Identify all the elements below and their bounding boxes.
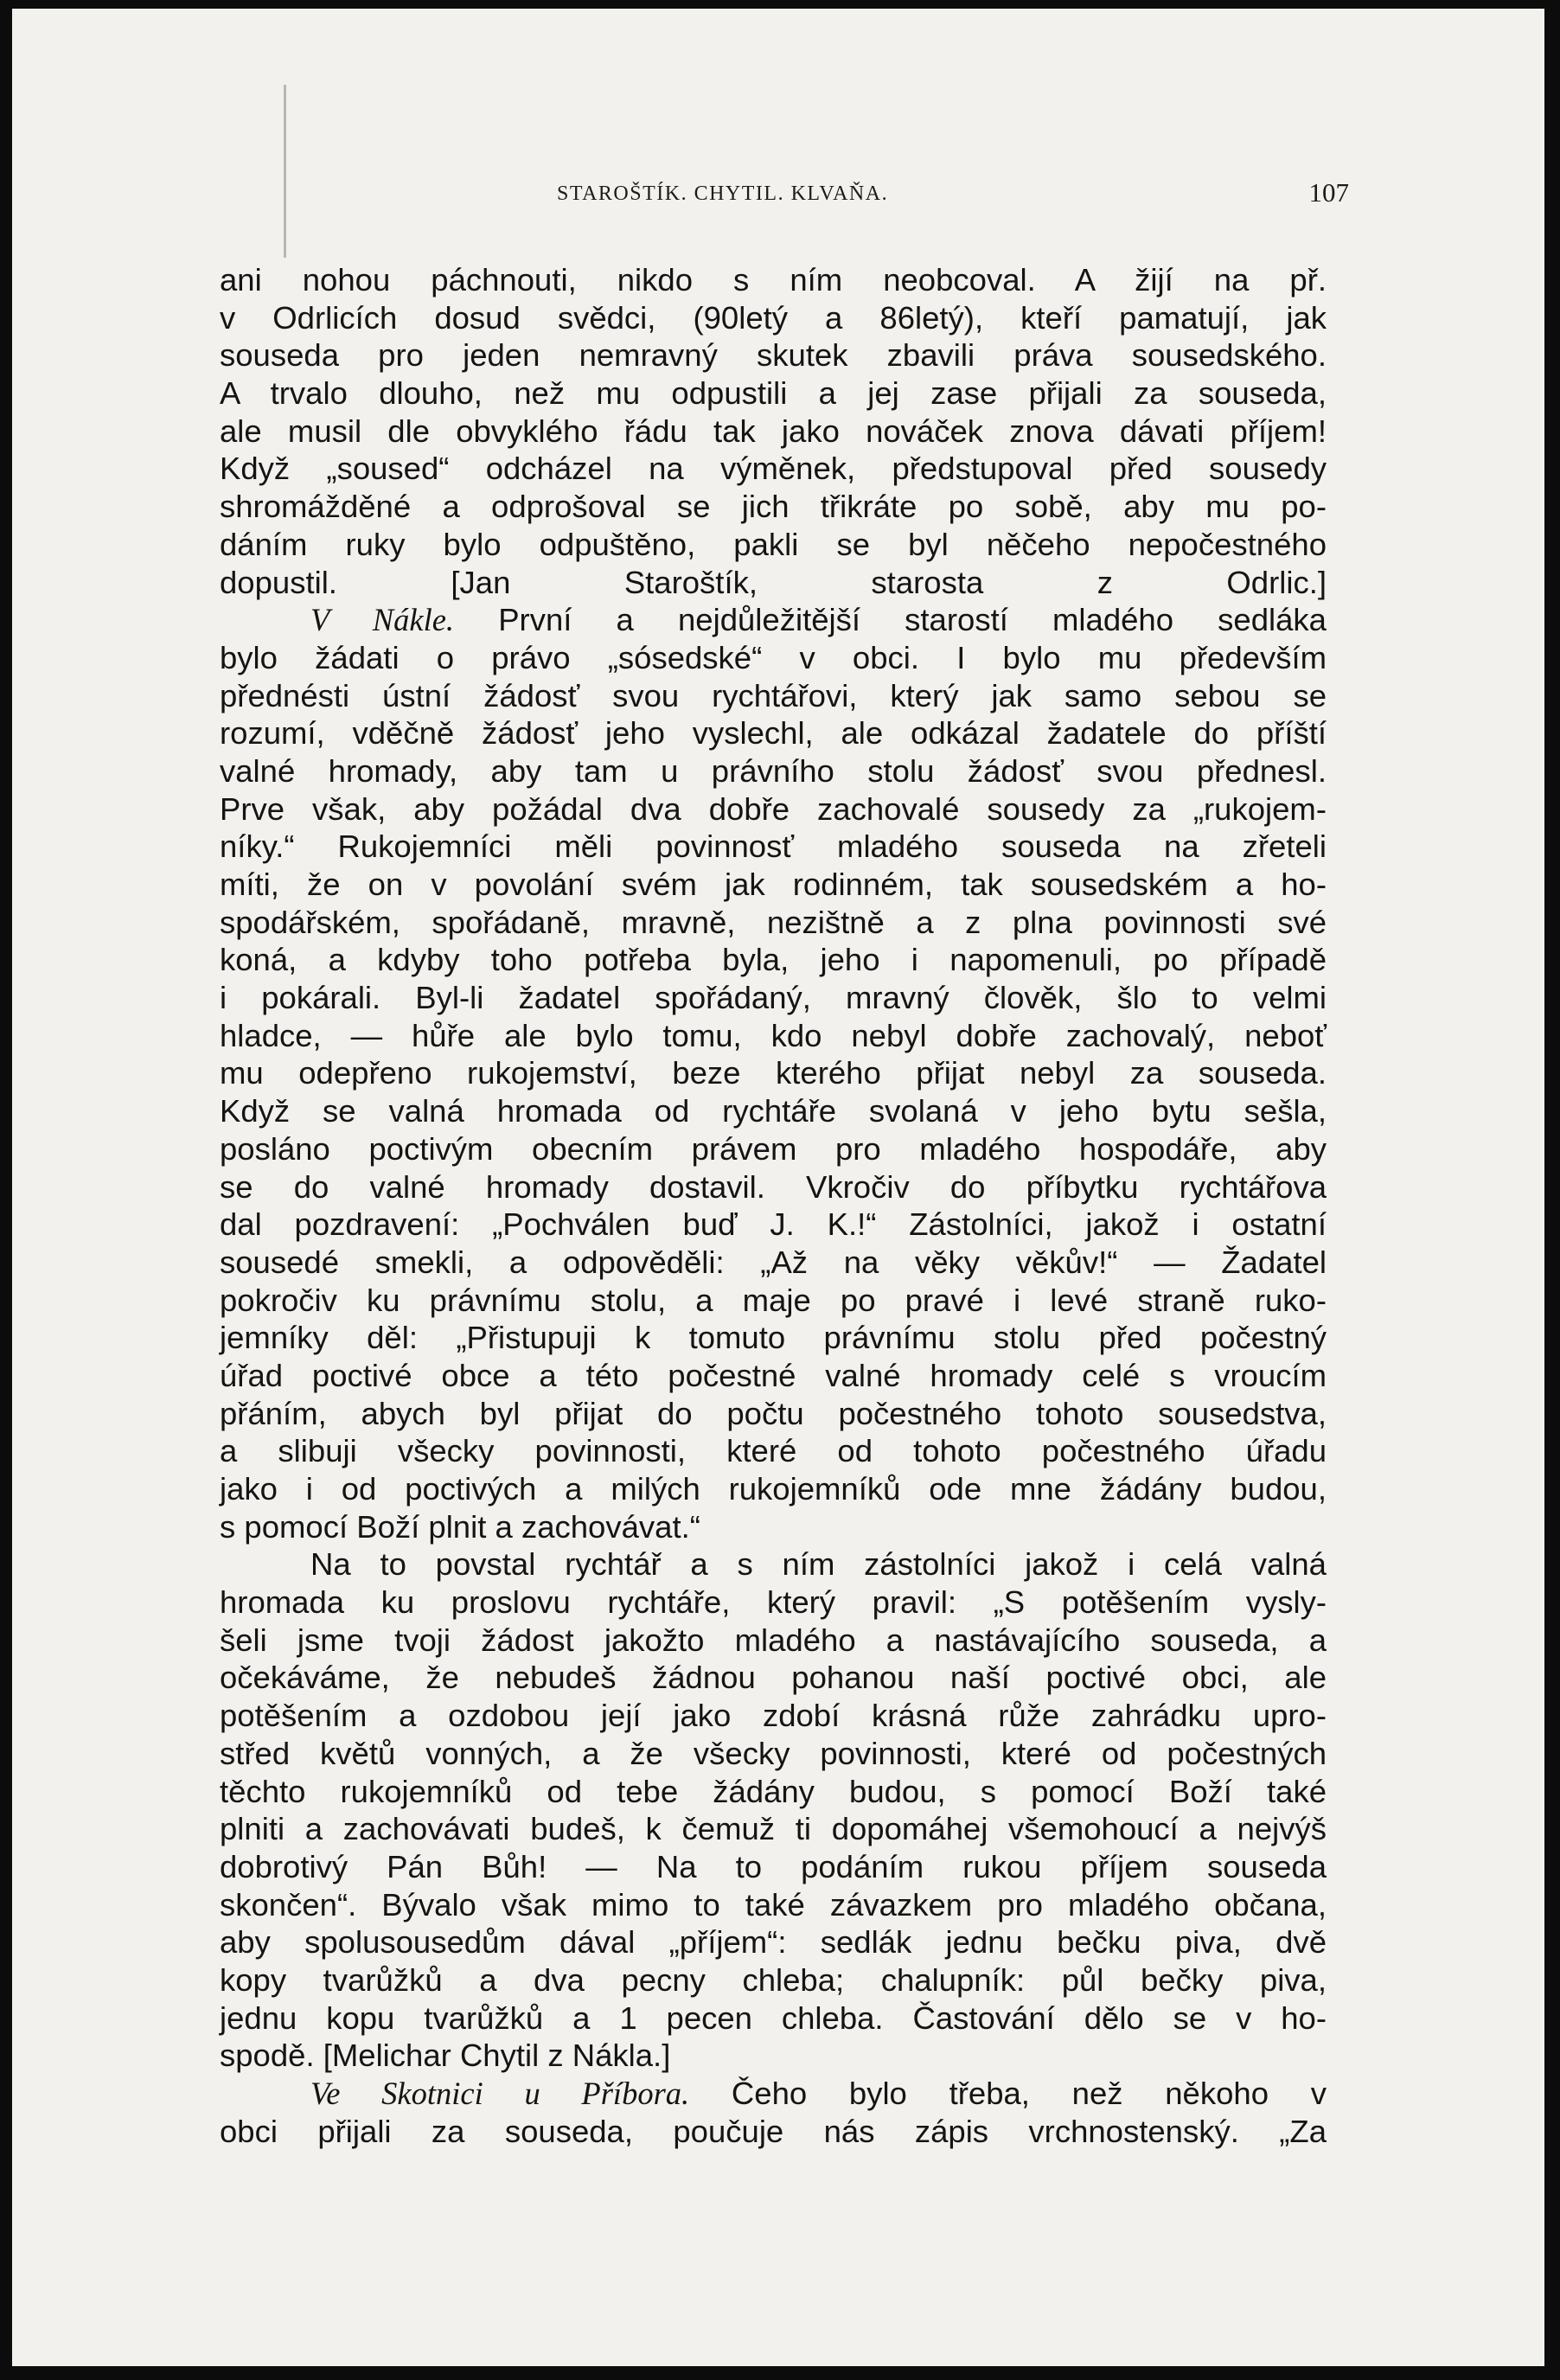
line-text: v Odrlicích dosud svědci, (90letý a 86letý), kteří pamatují, jak [220, 299, 1327, 336]
line-text: rozumí, vděčně žádosť jeho vyslechl, ale odkázal žadatele do příští [220, 715, 1327, 752]
line-text: mu odepřeno rukojemství, beze kterého přijat nebyl za souseda. [220, 1055, 1327, 1091]
line-text: spodě. [Melichar Chytil z Nákla.] [220, 2038, 671, 2074]
page-fold-shadow [284, 85, 286, 258]
page-header [548, 177, 1349, 212]
text-line [220, 1697, 1327, 1735]
line-text: shromážděné a odprošoval se jich třikráte po sobě, aby mu po- [220, 489, 1327, 525]
body-text [220, 261, 1327, 2150]
running-head: STAROŠTÍK. CHYTIL. KLVAŇA. [557, 182, 889, 205]
text-line [220, 677, 1327, 715]
line-text: očekáváme, že nebudeš žádnou pohanou naší poctivé obci, ale [220, 1660, 1327, 1696]
text-line [220, 1432, 1327, 1470]
text-line [220, 299, 1327, 337]
text-line [220, 1848, 1327, 1886]
text-line [220, 601, 1327, 639]
text-line [220, 1319, 1327, 1357]
line-text: hladce, — hůře ale bylo tomu, kdo nebyl dobře zachovalý, neboť [220, 1017, 1327, 1053]
text-line [220, 1735, 1327, 1773]
line-text: šeli jsme tvoji žádost jakožto mladého a nastávajícího souseda, a [220, 1622, 1327, 1658]
text-line [220, 450, 1327, 488]
book-page [12, 9, 1544, 2366]
text-line [220, 790, 1327, 829]
line-text: s pomocí Boží plnit a zachovávat.“ [220, 1508, 700, 1545]
text-line [220, 1999, 1327, 2038]
line-text: spodářském, spořádaně, mravně, nezištně a z plna povinnosti své [220, 904, 1327, 940]
line-text: souseda pro jeden nemravný skutek zbavili práva sousedského. [220, 337, 1327, 374]
text-line [220, 1583, 1327, 1622]
text-line [220, 1017, 1327, 1055]
text-line [220, 1773, 1327, 1811]
text-line [220, 1168, 1327, 1206]
line-text: dobrotivý Pán Bůh! — Na to podáním rukou příjem souseda [220, 1848, 1327, 1884]
line-text: Čeho bylo třeba, než někoho v [731, 2076, 1327, 2111]
line-text: valné hromady, aby tam u právního stolu žádosť svou přednesl. [220, 752, 1327, 789]
text-line [220, 1206, 1327, 1244]
text-line [220, 828, 1327, 866]
place-heading: V Nákle. [310, 602, 455, 638]
text-line [220, 1923, 1327, 1961]
line-text: posláno poctivým obecním právem pro mladého hospodáře, aby [220, 1130, 1327, 1167]
page-number: 107 [1308, 177, 1349, 208]
text-line [220, 1886, 1327, 1924]
line-text: hromada ku proslovu rychtáře, který pravil: „S potěšením vysly- [220, 1584, 1327, 1621]
line-text: úřad poctivé obce a této počestné valné hromady celé s vroucím [220, 1357, 1327, 1393]
line-text: ale musil dle obvyklého řádu tak jako nováček znova dávati příjem! [220, 413, 1327, 449]
text-line [220, 904, 1327, 942]
line-text: pokročiv ku právnímu stolu, a maje po pravé i levé straně ruko- [220, 1282, 1327, 1318]
line-text: koná, a kdyby toho potřeba byla, jeho i napomenuli, po případě [220, 942, 1327, 978]
text-line [220, 1244, 1327, 1282]
text-line [220, 336, 1327, 374]
line-text: střed květů vonných, a že všecky povinnosti, které od počestných [220, 1735, 1327, 1771]
line-text: se do valné hromady dostavil. Vkročiv do příbytku rychtářova [220, 1168, 1327, 1205]
line-text: kopy tvarůžků a dva pecny chleba; chalupník: půl bečky piva, [220, 1961, 1327, 1998]
line-text: jako i od poctivých a milých rukojemníků ode mne žádány budou, [220, 1471, 1327, 1507]
line-text: jemníky děl: „Přistupuji k tomuto právnímu stolu před počestný [220, 1320, 1327, 1356]
line-text: jednu kopu tvarůžků a 1 pecen chleba. Častování dělo se v ho- [220, 1999, 1327, 2036]
text-line [220, 941, 1327, 979]
text-line [220, 1357, 1327, 1395]
text-line [220, 1054, 1327, 1092]
text-line [220, 413, 1327, 451]
text-line [220, 979, 1327, 1017]
line-text: bylo žádati o právo „sósedské“ v obci. I bylo mu především [220, 639, 1327, 675]
text-line [220, 714, 1327, 752]
text-line [220, 1810, 1327, 1848]
line-text: těchto rukojemníků od tebe žádány budou, s pomocí Boží také [220, 1773, 1327, 1809]
text-line [220, 1508, 1327, 1546]
text-line [220, 2075, 1327, 2113]
line-text: Na to povstal rychtář a s ním zástolníci jakož i celá valná [310, 1546, 1327, 1583]
text-line [220, 488, 1327, 526]
text-line [220, 1282, 1327, 1320]
line-text: aby spolusousedům dával „příjem“: sedlák jednu bečku piva, dvě [220, 1924, 1327, 1961]
line-text: přáním, abych byl přijat do počtu počestného tohoto sousedstva, [220, 1395, 1327, 1431]
line-text: sousedé smekli, a odpověděli: „Až na věky věkův!“ — Žadatel [220, 1244, 1327, 1280]
text-line [220, 2113, 1327, 2151]
line-text: potěšením a ozdobou její jako zdobí krásná růže zahrádku upro- [220, 1698, 1327, 1734]
line-text: míti, že on v povolání svém jak rodinném, tak sousedském a ho- [220, 867, 1327, 902]
place-heading: Ve Skotnici u Příbora. [310, 2076, 690, 2111]
line-text: Když „soused“ odcházel na výměnek, předstupoval před sousedy [220, 451, 1327, 487]
line-text: skončen“. Bývalo však mimo to také závazkem pro mladého občana, [220, 1886, 1327, 1923]
text-line [220, 1470, 1327, 1508]
text-line [220, 564, 1327, 602]
text-line [220, 1395, 1327, 1433]
text-line [220, 526, 1327, 564]
line-text: přednésti ústní žádosť svou rychtářovi, který jak samo sebou se [220, 677, 1327, 713]
line-text: a slibuji všecky povinnosti, které od tohoto počestného úřadu [220, 1433, 1327, 1469]
text-line [220, 1622, 1327, 1660]
text-line [220, 1961, 1327, 1999]
text-line [220, 752, 1327, 790]
line-text: A trvalo dlouho, než mu odpustili a jej zase přijali za souseda, [220, 375, 1327, 412]
line-text: obci přijali za souseda, poučuje nás zápis vrchnostenský. „Za [220, 2113, 1327, 2149]
line-text: plniti a zachovávati budeš, k čemuž ti dopomáhej všemohoucí a nejvýš [220, 1811, 1327, 1847]
text-line [220, 1545, 1327, 1583]
line-text: dopustil. [Jan Staroštík, starosta z Odrlic.] [220, 564, 1327, 600]
text-line [220, 1659, 1327, 1697]
text-line [220, 374, 1327, 413]
text-line [220, 2037, 1327, 2075]
text-line [220, 1092, 1327, 1130]
line-text: i pokárali. Byl-li žadatel spořádaný, mravný člověk, šlo to velmi [220, 980, 1327, 1016]
line-text: dáním ruky bylo odpuštěno, pakli se byl něčeho nepočestného [220, 526, 1327, 562]
text-line [220, 639, 1327, 677]
text-line [220, 1130, 1327, 1168]
line-text: níky.“ Rukojemníci měli povinnosť mladého souseda na zřeteli [220, 829, 1327, 865]
line-text: dal pozdravení: „Pochválen buď J. K.!“ Zástolníci, jakož i ostatní [220, 1206, 1327, 1243]
text-line [220, 261, 1327, 299]
line-text: Prve však, aby požádal dva dobře zachovalé sousedy za „rukojem- [220, 790, 1327, 827]
line-text: Když se valná hromada od rychtáře svolaná v jeho bytu sešla, [220, 1093, 1327, 1129]
line-text: ani nohou páchnouti, nikdo s ním neobcoval. A žijí na př. [220, 262, 1327, 298]
line-text: První a nejdůležitější starostí mladého sedláka [498, 602, 1327, 638]
text-line [220, 866, 1327, 904]
